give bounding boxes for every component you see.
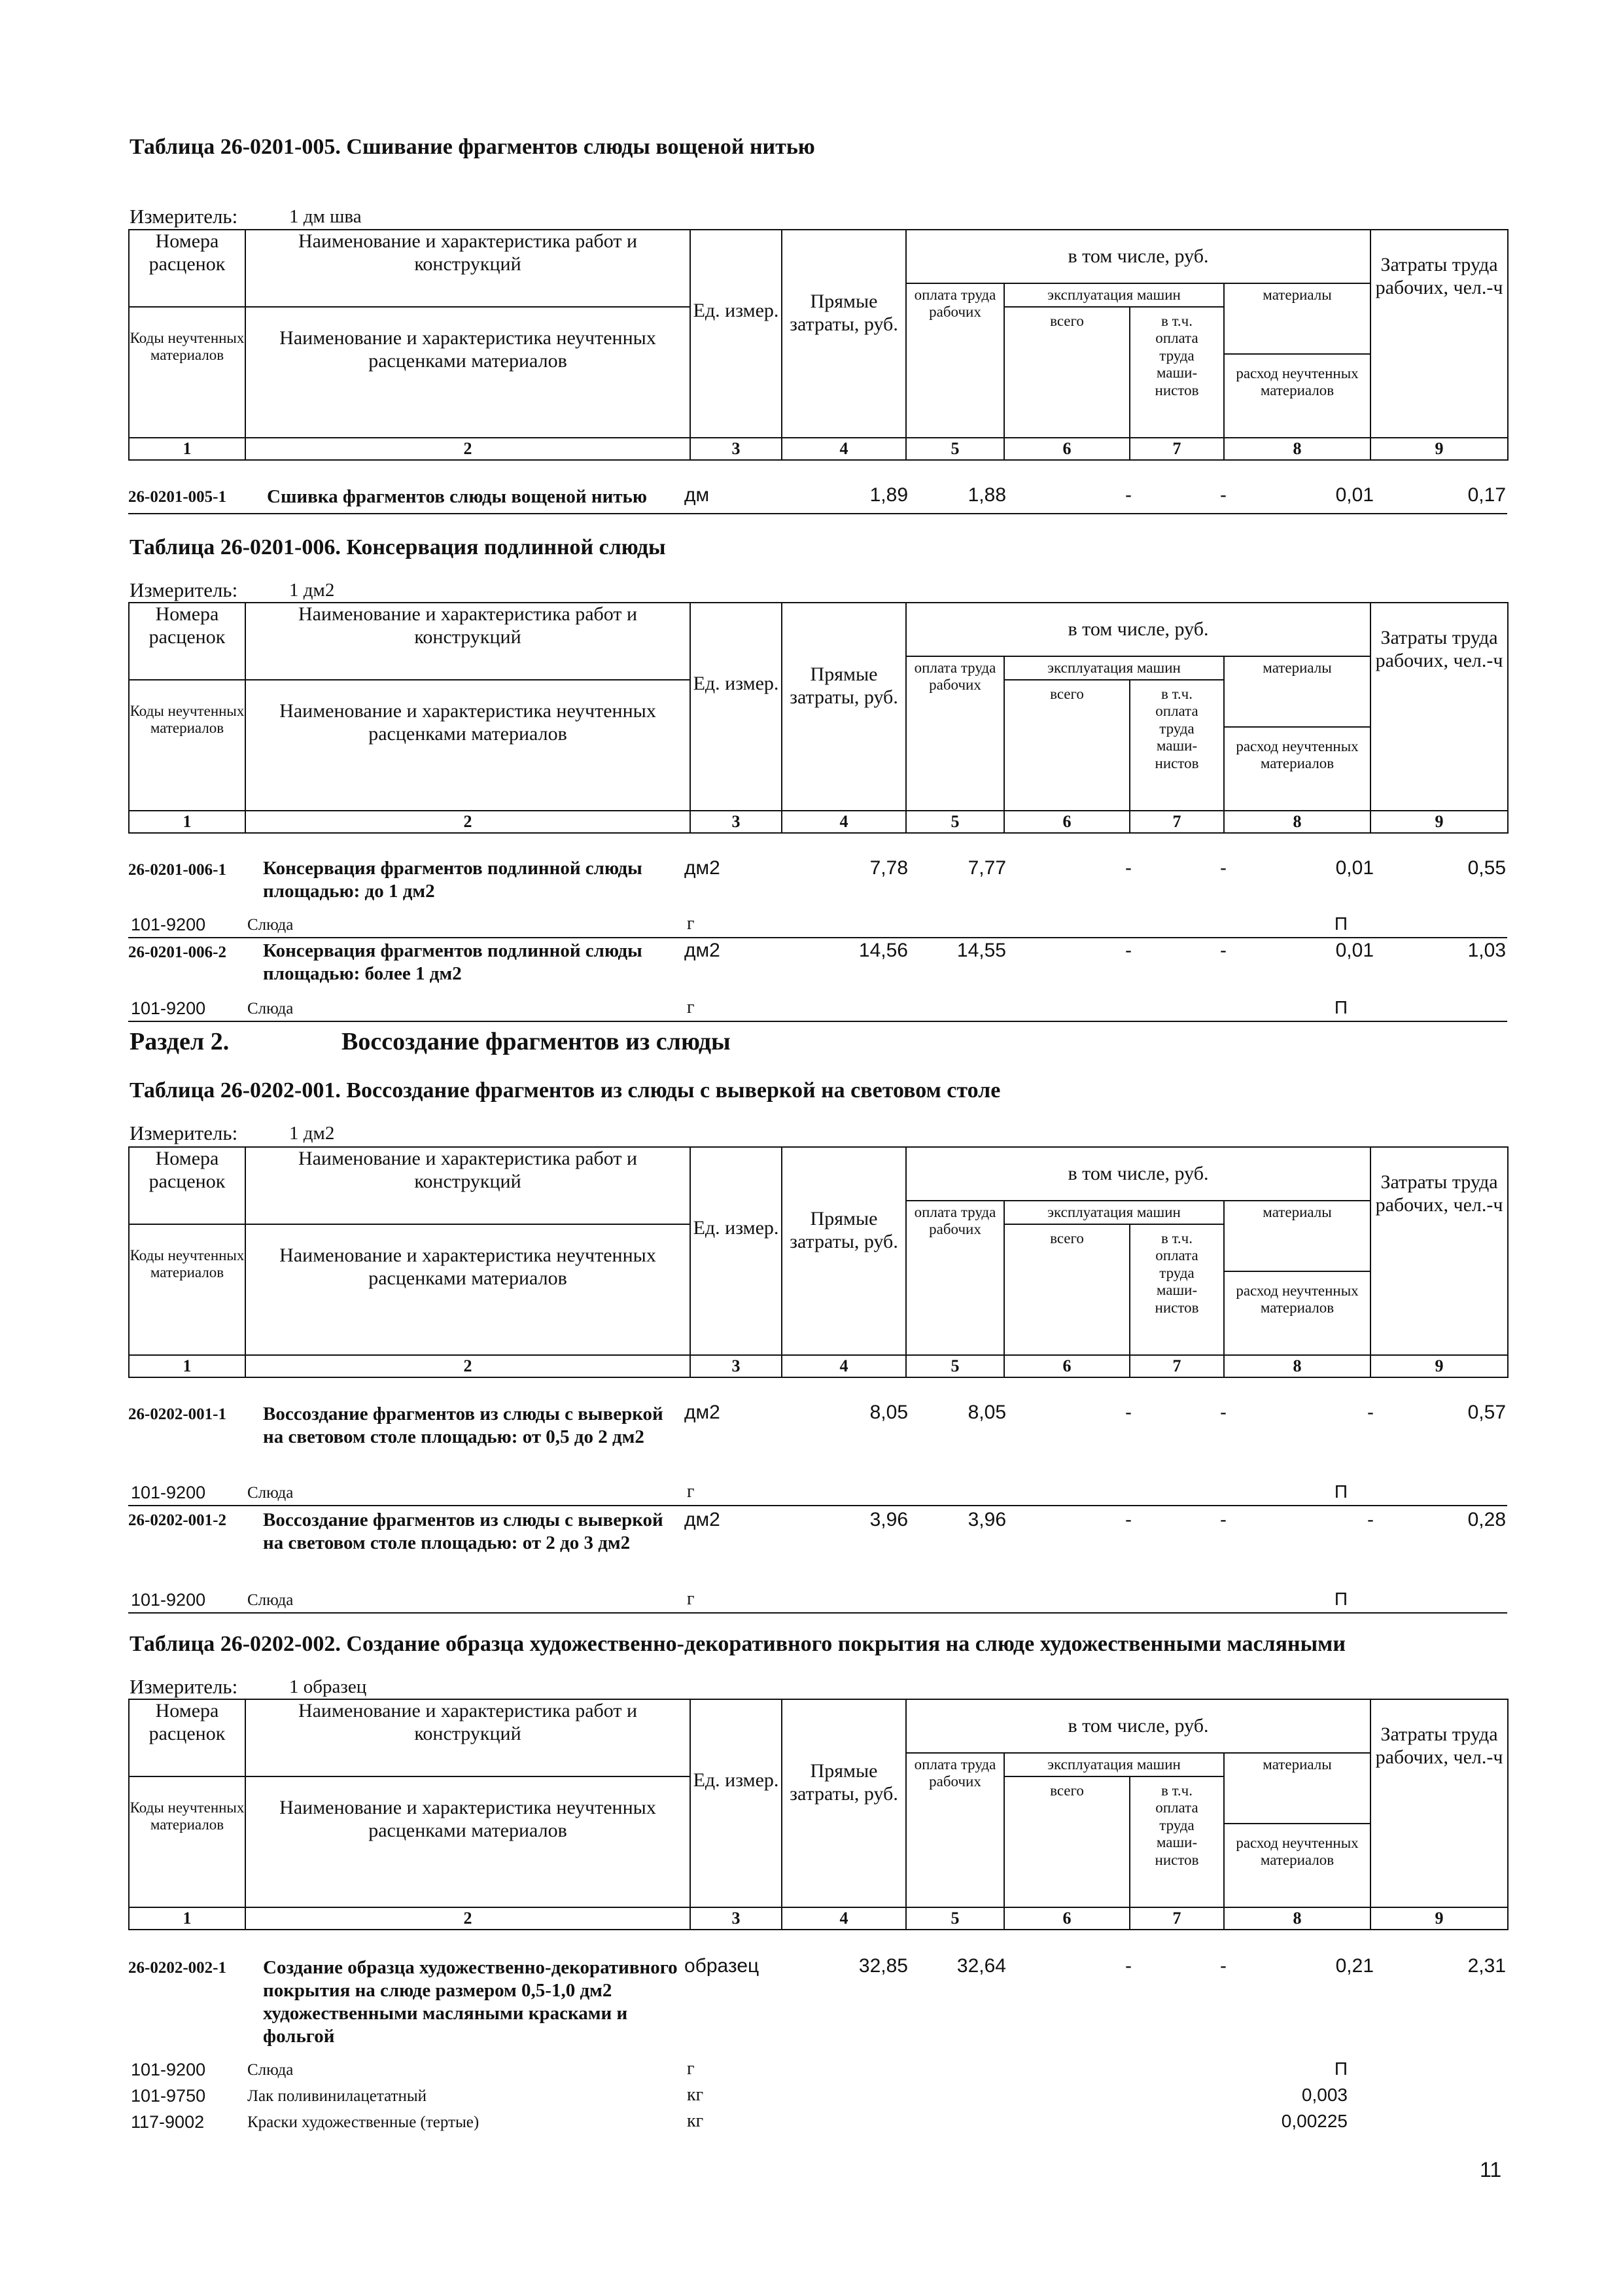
col-number: 1 (129, 1355, 245, 1377)
measure-label: Измеритель: (130, 578, 238, 601)
hdr-including: в том числе, руб. (906, 1147, 1370, 1201)
direct-costs-value: 3,96 (869, 1509, 908, 1530)
col-number: 4 (782, 1355, 906, 1377)
hdr-work-name: Наименование и характеристика работ и конструкций (245, 603, 690, 656)
material-unit: г (687, 2058, 695, 2079)
hdr-machinist-pay: в т.ч. оплата труда маши-нистов (1130, 1224, 1224, 1355)
rate-name: Воссоздание фрагментов из слюды с выверкой на световом столе площадью: от 2 до 3 дм2 (263, 1510, 663, 1553)
hdr-work-name: Наименование и характеристика работ и конструкций (245, 1699, 690, 1753)
row-separator (128, 1021, 1507, 1022)
material-consumption: 0,003 (1301, 2085, 1348, 2105)
hdr-worker-pay: оплата труда рабочих (906, 283, 1004, 438)
hdr-direct-costs: Прямые затраты, руб. (782, 603, 906, 811)
table-header (128, 229, 1509, 461)
worker-pay-value: 7,77 (968, 857, 1006, 879)
material-name: Слюда (247, 1000, 294, 1017)
measure-value: 1 образец (289, 1676, 367, 1697)
material-code: 101-9200 (131, 1590, 206, 1610)
hdr-work-name: Наименование и характеристика работ и конструкций (245, 1147, 690, 1201)
material-name: Слюда (247, 1591, 294, 1609)
col-number: 7 (1130, 811, 1224, 833)
hdr-material-consumption: расход неучтенных материалов (1224, 354, 1370, 438)
material-consumption: П (1334, 2058, 1348, 2079)
col-number: 4 (782, 438, 906, 460)
material-name: Краски художественные (тертые) (247, 2113, 480, 2131)
labor-costs-value: 0,28 (1467, 1509, 1506, 1530)
hdr-rate-numbers: Номера расценок (129, 1147, 245, 1201)
rate-name: Консервация фрагментов подлинной слюды площадью: до 1 дм2 (263, 858, 642, 902)
hdr-work-name: Наименование и характеристика работ и конструкций (245, 230, 690, 283)
hdr-material-codes: Коды неучтенных материалов (129, 307, 245, 438)
materials-value: - (1367, 1402, 1374, 1423)
section-number: Раздел 2. (130, 1028, 230, 1055)
direct-costs-value: 32,85 (858, 1955, 908, 1977)
col-number: 4 (782, 811, 906, 833)
worker-pay-value: 14,55 (956, 940, 1006, 961)
hdr-unit: Ед. измер. (690, 1147, 782, 1355)
table-title: Таблица 26-0202-001. Воссоздание фрагментов из слюды с выверкой на световом столе (130, 1078, 1001, 1103)
rate-code: 26-0202-002-1 (128, 1959, 226, 1977)
labor-costs-value: 2,31 (1467, 1955, 1506, 1977)
worker-pay-value: 8,05 (968, 1402, 1006, 1423)
machines-total-value: - (1125, 484, 1132, 506)
rate-code: 26-0201-005-1 (128, 488, 226, 506)
hdr-machines-total: всего (1004, 1224, 1130, 1355)
hdr-machinist-pay: в т.ч. оплата труда маши-нистов (1130, 680, 1224, 811)
hdr-worker-pay: оплата труда рабочих (906, 1201, 1004, 1355)
hdr-materials: материалы (1224, 656, 1370, 727)
col-number: 1 (129, 438, 245, 460)
material-consumption: П (1334, 1589, 1348, 1609)
material-unit: г (687, 1589, 695, 1609)
hdr-material-codes: Коды неучтенных материалов (129, 680, 245, 811)
table-header (128, 1699, 1509, 1930)
rate-name: Создание образца художественно-декоративного покрытия на слюде размером 0,5-1,0 дм2 художественными масляными красками и фольгой (263, 1957, 678, 2047)
table-header (128, 602, 1509, 834)
col-number: 1 (129, 1907, 245, 1930)
col-number: 5 (906, 1907, 1004, 1930)
col-number: 3 (690, 438, 782, 460)
materials-value: 0,21 (1335, 1955, 1374, 1977)
material-code: 117-9002 (131, 2112, 205, 2132)
hdr-direct-costs: Прямые затраты, руб. (782, 1147, 906, 1355)
rate-unit: образец (684, 1955, 759, 1977)
material-code: 101-9750 (131, 2086, 206, 2106)
worker-pay-value: 3,96 (968, 1509, 1006, 1530)
hdr-material-codes: Коды неучтенных материалов (129, 1224, 245, 1355)
machines-total-value: - (1125, 1402, 1132, 1423)
table-title: Таблица 26-0201-006. Консервация подлинной слюды (130, 535, 666, 559)
machines-total-value: - (1125, 1509, 1132, 1530)
rate-unit: дм2 (684, 857, 720, 879)
material-name: Слюда (247, 1484, 294, 1502)
table-title: Таблица 26-0202-002. Создание образца художественно-декоративного покрытия на слюде художественными масляными (130, 1632, 1346, 1656)
machinist-pay-value: - (1220, 1509, 1227, 1530)
material-name: Лак поливинилацетатный (247, 2087, 427, 2105)
labor-costs-value: 0,57 (1467, 1402, 1506, 1423)
hdr-material-names: Наименование и характеристика неучтенных расценками материалов (245, 1776, 690, 1907)
col-number: 5 (906, 438, 1004, 460)
hdr-material-consumption: расход неучтенных материалов (1224, 1271, 1370, 1355)
machines-total-value: - (1125, 1955, 1132, 1977)
machinist-pay-value: - (1220, 1402, 1227, 1423)
hdr-material-names: Наименование и характеристика неучтенных расценками материалов (245, 307, 690, 438)
hdr-material-names: Наименование и характеристика неучтенных расценками материалов (245, 680, 690, 811)
hdr-rate-numbers: Номера расценок (129, 603, 245, 656)
rate-name: Воссоздание фрагментов из слюды с выверкой на световом столе площадью: от 0,5 до 2 дм2 (263, 1404, 663, 1447)
rate-name: Сшивка фрагментов слюды вощеной нитью (267, 486, 648, 507)
rate-unit: дм2 (684, 1402, 720, 1423)
hdr-machine-operation: эксплуатация машин (1004, 1201, 1224, 1224)
materials-value: 0,01 (1335, 940, 1374, 961)
rate-code: 26-0202-001-2 (128, 1511, 226, 1529)
hdr-machines-total: всего (1004, 680, 1130, 811)
materials-value: 0,01 (1335, 484, 1374, 506)
hdr-including: в том числе, руб. (906, 603, 1370, 656)
rate-name: Консервация фрагментов подлинной слюды площадью: более 1 дм2 (263, 940, 642, 984)
col-number: 9 (1370, 1355, 1508, 1377)
direct-costs-value: 1,89 (869, 484, 908, 506)
measure-label: Измеритель: (130, 1675, 238, 1698)
col-number: 7 (1130, 1355, 1224, 1377)
labor-costs-value: 0,17 (1467, 484, 1506, 506)
col-number: 2 (245, 1355, 690, 1377)
measure-value: 1 дм2 (289, 1123, 335, 1144)
hdr-worker-pay: оплата труда рабочих (906, 1753, 1004, 1907)
hdr-worker-pay: оплата труда рабочих (906, 656, 1004, 811)
hdr-unit: Ед. измер. (690, 1699, 782, 1907)
material-code: 101-9200 (131, 2060, 206, 2079)
hdr-unit: Ед. измер. (690, 603, 782, 811)
col-number: 8 (1224, 438, 1370, 460)
machinist-pay-value: - (1220, 484, 1227, 506)
hdr-unit: Ед. измер. (690, 230, 782, 438)
hdr-including: в том числе, руб. (906, 1699, 1370, 1753)
col-number: 6 (1004, 438, 1130, 460)
col-number: 4 (782, 1907, 906, 1930)
col-number: 2 (245, 811, 690, 833)
labor-costs-value: 1,03 (1467, 940, 1506, 961)
hdr-machines-total: всего (1004, 1776, 1130, 1907)
hdr-rate-numbers: Номера расценок (129, 1699, 245, 1753)
col-number: 9 (1370, 811, 1508, 833)
hdr-material-consumption: расход неучтенных материалов (1224, 1824, 1370, 1907)
col-number: 9 (1370, 438, 1508, 460)
hdr-including: в том числе, руб. (906, 230, 1370, 283)
hdr-machinist-pay: в т.ч. оплата труда маши-нистов (1130, 307, 1224, 438)
hdr-materials: материалы (1224, 1201, 1370, 1271)
hdr-machine-operation: эксплуатация машин (1004, 283, 1224, 307)
direct-costs-value: 8,05 (869, 1402, 908, 1423)
hdr-direct-costs: Прямые затраты, руб. (782, 1699, 906, 1907)
measure-label: Измеритель: (130, 205, 238, 228)
table-header (128, 1146, 1509, 1378)
col-number: 8 (1224, 1907, 1370, 1930)
machines-total-value: - (1125, 940, 1132, 961)
hdr-materials: материалы (1224, 283, 1370, 354)
material-name: Слюда (247, 2061, 294, 2079)
rate-unit: дм2 (684, 940, 720, 961)
material-code: 101-9200 (131, 998, 206, 1018)
rate-unit: дм2 (684, 1509, 720, 1530)
col-number: 6 (1004, 1355, 1130, 1377)
rate-code: 26-0201-006-2 (128, 944, 226, 961)
hdr-labor-costs: Затраты труда рабочих, чел.-ч (1370, 230, 1508, 438)
rate-code: 26-0201-006-1 (128, 861, 226, 879)
material-consumption: П (1334, 913, 1348, 934)
col-number: 6 (1004, 811, 1130, 833)
col-number: 5 (906, 1355, 1004, 1377)
material-consumption: П (1334, 1481, 1348, 1502)
col-number: 7 (1130, 1907, 1224, 1930)
hdr-material-codes: Коды неучтенных материалов (129, 1776, 245, 1907)
worker-pay-value: 1,88 (968, 484, 1006, 506)
hdr-material-names: Наименование и характеристика неучтенных расценками материалов (245, 1224, 690, 1355)
material-unit: кг (687, 2111, 704, 2131)
hdr-labor-costs: Затраты труда рабочих, чел.-ч (1370, 1699, 1508, 1907)
rate-unit: дм (684, 484, 710, 506)
col-number: 9 (1370, 1907, 1508, 1930)
row-separator (128, 1612, 1507, 1614)
materials-value: - (1367, 1509, 1374, 1530)
hdr-machine-operation: эксплуатация машин (1004, 656, 1224, 680)
machines-total-value: - (1125, 857, 1132, 879)
material-consumption: 0,00225 (1281, 2111, 1348, 2131)
col-number: 3 (690, 1355, 782, 1377)
col-number: 8 (1224, 811, 1370, 833)
machinist-pay-value: - (1220, 940, 1227, 961)
material-unit: г (687, 913, 695, 934)
hdr-materials: материалы (1224, 1753, 1370, 1824)
row-separator (128, 937, 1507, 938)
worker-pay-value: 32,64 (956, 1955, 1006, 1977)
col-number: 7 (1130, 438, 1224, 460)
col-number: 8 (1224, 1355, 1370, 1377)
rate-code: 26-0202-001-1 (128, 1405, 226, 1423)
row-separator (128, 1505, 1507, 1506)
material-unit: г (687, 997, 695, 1017)
measure-value: 1 дм шва (289, 206, 362, 227)
col-number: 2 (245, 438, 690, 460)
hdr-labor-costs: Затраты труда рабочих, чел.-ч (1370, 603, 1508, 811)
col-number: 3 (690, 1907, 782, 1930)
hdr-rate-numbers: Номера расценок (129, 230, 245, 283)
materials-value: 0,01 (1335, 857, 1374, 879)
material-unit: кг (687, 2085, 704, 2105)
hdr-material-consumption: расход неучтенных материалов (1224, 727, 1370, 811)
machinist-pay-value: - (1220, 857, 1227, 879)
machinist-pay-value: - (1220, 1955, 1227, 1977)
hdr-machines-total: всего (1004, 307, 1130, 438)
col-number: 1 (129, 811, 245, 833)
direct-costs-value: 7,78 (869, 857, 908, 879)
measure-value: 1 дм2 (289, 580, 335, 601)
col-number: 5 (906, 811, 1004, 833)
table-title: Таблица 26-0201-005. Сшивание фрагментов слюды вощеной нитью (130, 135, 815, 159)
direct-costs-value: 14,56 (858, 940, 908, 961)
row-separator (128, 513, 1507, 514)
hdr-direct-costs: Прямые затраты, руб. (782, 230, 906, 438)
material-code: 101-9200 (131, 1483, 206, 1502)
labor-costs-value: 0,55 (1467, 857, 1506, 879)
measure-label: Измеритель: (130, 1122, 238, 1144)
col-number: 2 (245, 1907, 690, 1930)
material-code: 101-9200 (131, 915, 206, 934)
col-number: 3 (690, 811, 782, 833)
hdr-machinist-pay: в т.ч. оплата труда маши-нистов (1130, 1776, 1224, 1907)
page-number: 11 (1480, 2158, 1502, 2181)
col-number: 6 (1004, 1907, 1130, 1930)
material-unit: г (687, 1481, 695, 1502)
section-title: Воссоздание фрагментов из слюды (341, 1028, 731, 1055)
material-consumption: П (1334, 997, 1348, 1017)
hdr-machine-operation: эксплуатация машин (1004, 1753, 1224, 1776)
material-name: Слюда (247, 916, 294, 934)
hdr-labor-costs: Затраты труда рабочих, чел.-ч (1370, 1147, 1508, 1355)
